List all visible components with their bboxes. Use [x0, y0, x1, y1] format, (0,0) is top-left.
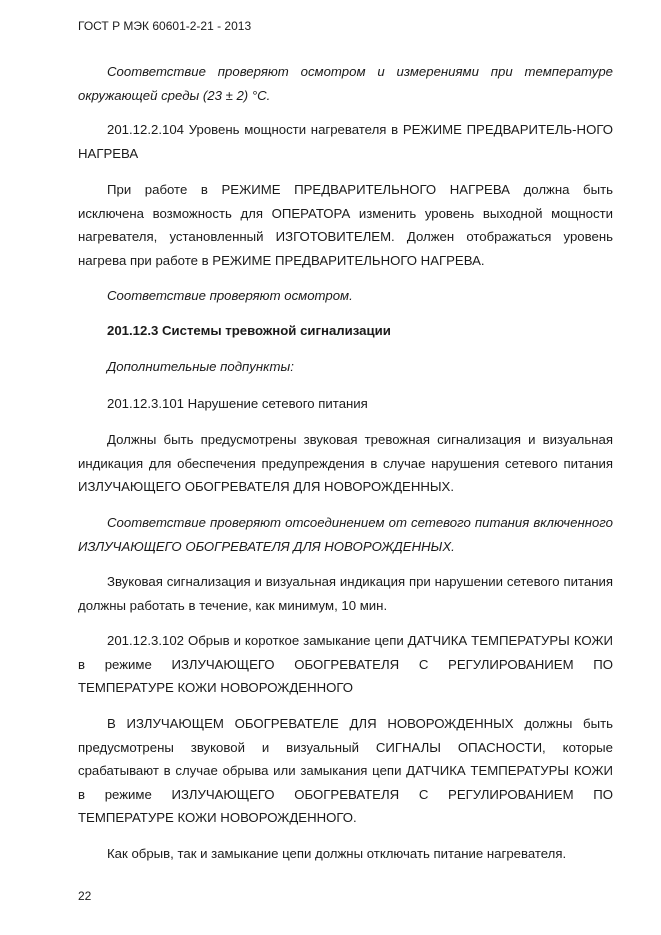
compliance-note-inspection: Соответствие проверяют осмотром. [107, 288, 353, 303]
clause-201-12-2-104-title: 201.12.2.104 Уровень мощности нагревателя в РЕЖИМЕ ПРЕДВАРИТЕЛЬ-НОГО НАГРЕВА [78, 122, 613, 161]
clause-201-12-2-104-body: При работе в РЕЖИМЕ ПРЕДВАРИТЕЛЬНОГО НАГРЕВА должна быть исключена возможность для ОПЕРАТОРА изменить уровень выходной мощности нагревателя, установленный ИЗГОТОВИТЕЛЕМ. Должен отображаться уровень нагрева при работе в РЕЖИМЕ ПРЕДВАРИТЕЛЬНОГО НАГРЕВА. [78, 182, 613, 268]
compliance-note-temperature: Соответствие проверяют осмотром и измерениями при температуре окружающей среды (23 ± 2) °C. [78, 64, 613, 103]
page-number: 22 [78, 889, 92, 903]
clause-201-12-3-102-body: В ИЗЛУЧАЮЩЕМ ОБОГРЕВАТЕЛЕ ДЛЯ НОВОРОЖДЕННЫХ должны быть предусмотрены звуковой и визуальный СИГНАЛЫ ОПАСНОСТИ, которые срабатывают в случае обрыва или замыкания цепи ДАТЧИКА ТЕМПЕРАТУРЫ КОЖИ в режиме ИЗЛУЧАЮЩЕГО ОБОГРЕВАТЕЛЯ С РЕГУЛИРОВАНИЕМ ПО ТЕМПЕРАТУРЕ КОЖИ НОВОРОЖДЕННОГО. [78, 716, 613, 826]
clause-201-12-3-101-body: Должны быть предусмотрены звуковая тревожная сигнализация и визуальная индикация для обеспечения предупреждения в случае нарушения сетевого питания ИЗЛУЧАЮЩЕГО ОБОГРЕВАТЕЛЯ ДЛЯ НОВОРОЖДЕННЫХ. [78, 432, 613, 495]
clause-201-12-3-101-title: 201.12.3.101 Нарушение сетевого питания [107, 396, 368, 411]
alarm-duration-requirement: Звуковая сигнализация и визуальная индикация при нарушении сетевого питания должны работать в течение, как минимум, 10 мин. [78, 574, 613, 613]
clause-201-12-3-102-title: 201.12.3.102 Обрыв и короткое замыкание цепи ДАТЧИКА ТЕМПЕРАТУРЫ КОЖИ в режиме ИЗЛУЧАЮЩЕГО ОБОГРЕВАТЕЛЯ С РЕГУЛИРОВАНИЕМ ПО ТЕМПЕРАТУРЕ КОЖИ НОВОРОЖДЕННОГО [78, 633, 613, 696]
additional-subclauses-label: Дополнительные подпункты: [107, 359, 294, 374]
compliance-note-disconnect: Соответствие проверяют отсоединением от сетевого питания включенного ИЗЛУЧАЮЩЕГО ОБОГРЕВАТЕЛЯ ДЛЯ НОВОРОЖДЕННЫХ. [78, 515, 613, 554]
section-201-12-3-heading: 201.12.3 Системы тревожной сигнализации [107, 323, 391, 338]
document-header: ГОСТ Р МЭК 60601-2-21 - 2013 [78, 19, 252, 33]
heater-power-cutoff-requirement: Как обрыв, так и замыкание цепи должны отключать питание нагревателя. [107, 846, 567, 861]
